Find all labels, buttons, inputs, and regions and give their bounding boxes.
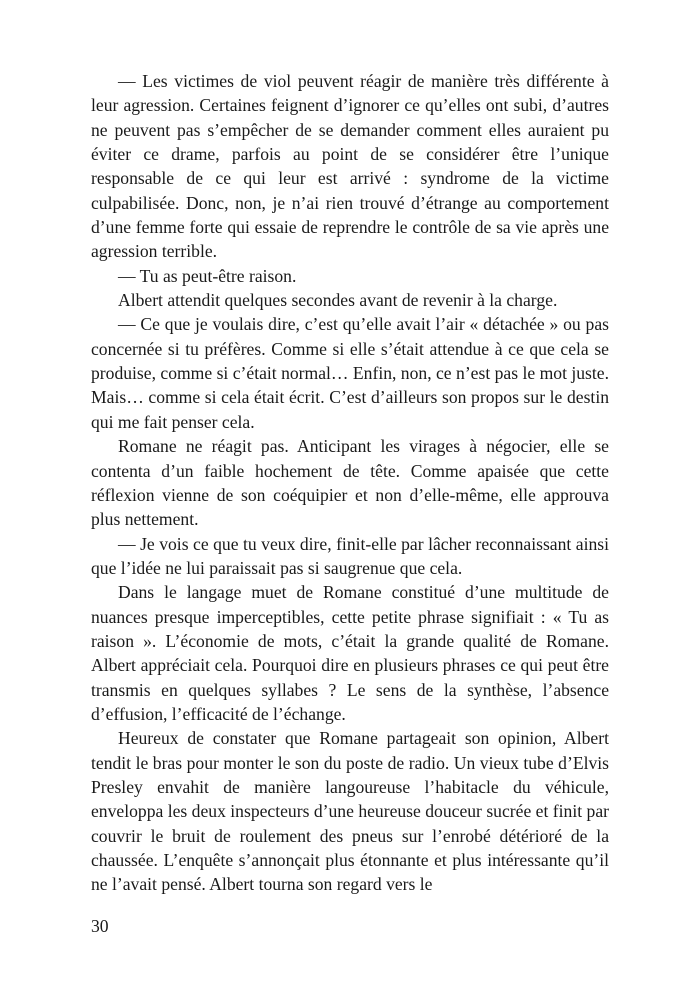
paragraph-6: — Je vois ce que tu veux dire, finit-elle par lâcher reconnaissant ainsi que l’idée ne lui paraissait pas si saugrenue que cela.	[91, 533, 609, 578]
paragraph-1: — Les victimes de viol peuvent réagir de manière très différente à leur agression. Certaines feignent d’ignorer ce qu’elles ont subi, d’autres ne peuvent pas s’empêcher de se demander comment elles auraient pu éviter ce drame, parfois au point de se considérer être l’unique responsable de ce qui leur est arrivé : syndrome de la victime culpabilisée. Donc, non, je n’ai rien trouvé d’étrange au comportement d’une femme forte qui essaie de reprendre le contrôle de sa vie après une agression terrible.	[91, 71, 609, 262]
paragraph-5: Romane ne réagit pas. Anticipant les virages à négocier, elle se contenta d’un faible hochement de tête. Comme apaisée que cette réflexion vienne de son coéquipier et non d’elle-même, elle approuva plus nettement.	[91, 436, 609, 530]
paragraph-4: — Ce que je voulais dire, c’est qu’elle avait l’air « détachée » ou pas concernée si tu préfères. Comme si elle s’était attendue à ce que cela se produise, comme si c’était normal… Enfin, non, ce n’est pas le mot juste. Mais… comme si cela était écrit. C’est d’ailleurs son propos sur le destin qui me fait penser cela.	[91, 314, 609, 432]
body-text	[91, 69, 609, 897]
page-number: 30	[91, 916, 109, 936]
paragraph-3: Albert attendit quelques secondes avant de revenir à la charge.	[118, 290, 558, 311]
paragraph-7: Dans le langage muet de Romane constitué d’une multitude de nuances presque imperceptibles, cette petite phrase signifiait : « Tu as raison ». L’économie de mots, c’était la grande qualité de Romane. Albert appréciait cela. Pourquoi dire en plusieurs phrases ce qui peut être transmis en quelques syllabes ? Le sens de la synthèse, l’absence d’effusion, l’efficacité de l’échange.	[91, 582, 609, 724]
paragraph-2: — Tu as peut-être raison.	[118, 265, 297, 286]
paragraph-8: Heureux de constater que Romane partageait son opinion, Albert tendit le bras pour monter le son du poste de radio. Un vieux tube d’Elvis Presley envahit de manière langoureuse l’habitacle du véhicule, enveloppa les deux inspecteurs d’une heureuse douceur sucrée et finit par couvrir le bruit de roulement des pneus sur l’enrobé détérioré de la chaussée. L’enquête s’annonçait plus étonnante et plus intéressante qu’il ne l’avait pensé. Albert tourna son regard vers le	[91, 728, 609, 895]
